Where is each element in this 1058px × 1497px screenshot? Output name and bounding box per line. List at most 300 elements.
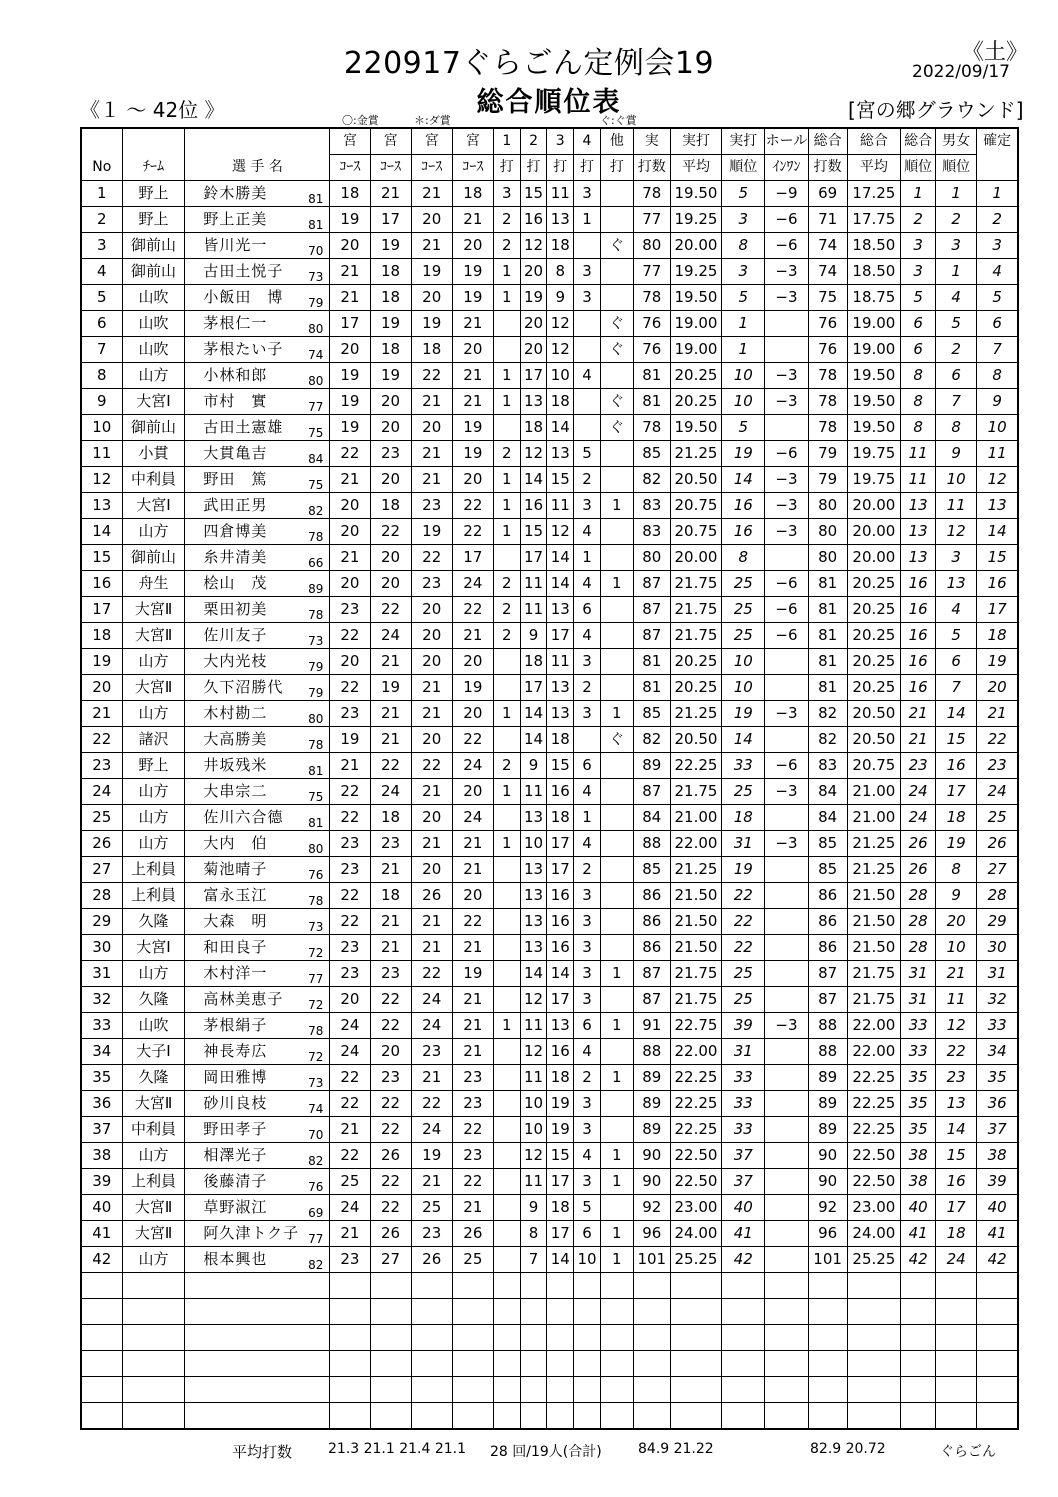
table-cell: 89	[633, 1091, 670, 1117]
table-cell	[600, 779, 633, 805]
table-cell: 22.00	[847, 1039, 900, 1065]
table-cell: 5	[722, 181, 765, 207]
empty-cell	[977, 1377, 1018, 1403]
player-name-text: 野田孝子	[203, 1120, 268, 1138]
table-cell: 20.25	[847, 597, 900, 623]
table-row	[81, 1013, 1018, 1039]
empty-cell	[808, 1299, 847, 1325]
table-cell: 22.25	[670, 1091, 721, 1117]
player-name-text: 大高勝美	[203, 730, 268, 748]
table-cell: 96	[808, 1221, 847, 1247]
table-cell: 10	[520, 1091, 547, 1117]
empty-cell	[808, 1351, 847, 1377]
rank-no: 15	[81, 545, 122, 571]
team: 中利員	[122, 467, 185, 493]
empty-cell	[936, 1273, 977, 1299]
empty-cell	[765, 1377, 808, 1403]
table-cell: 18	[330, 181, 370, 207]
table-cell: −6	[765, 441, 808, 467]
table-cell: 10	[547, 363, 574, 389]
table-cell: 8	[722, 233, 765, 259]
table-cell: 1	[493, 831, 520, 857]
empty-cell	[574, 1299, 601, 1325]
table-cell	[765, 727, 808, 753]
table-row	[81, 1091, 1018, 1117]
column-header: 打	[547, 155, 574, 181]
table-cell: 22	[452, 1117, 493, 1143]
empty-cell	[547, 1273, 574, 1299]
player-age: 77	[308, 400, 324, 414]
player-age: 81	[308, 816, 324, 830]
player-name-text: 井坂残米	[203, 756, 268, 774]
table-cell: 33	[901, 1039, 936, 1065]
table-cell: 11	[520, 1169, 547, 1195]
table-cell: 21	[901, 701, 936, 727]
table-cell: 90	[633, 1169, 670, 1195]
player-name-text: 神長寿広	[203, 1042, 268, 1060]
table-cell: 3	[493, 181, 520, 207]
empty-cell	[574, 1273, 601, 1299]
table-cell: 35	[901, 1065, 936, 1091]
table-cell: 42	[901, 1247, 936, 1273]
table-cell: 22	[722, 883, 765, 909]
table-cell: 88	[633, 831, 670, 857]
table-cell: 15	[936, 1143, 977, 1169]
table-cell: 11	[520, 597, 547, 623]
table-cell	[600, 181, 633, 207]
player-name-text: 後藤清子	[203, 1172, 268, 1190]
table-cell: 1	[574, 545, 601, 571]
table-cell: 12	[547, 311, 574, 337]
empty-row	[81, 1377, 1018, 1403]
table-cell	[765, 935, 808, 961]
table-cell: 14	[520, 701, 547, 727]
table-cell: 11	[547, 649, 574, 675]
player-age: 80	[308, 322, 324, 336]
player-name-text: 茅根絹子	[203, 1016, 268, 1034]
table-cell: 19	[722, 441, 765, 467]
table-cell: 24	[452, 571, 493, 597]
table-cell: 5	[977, 285, 1018, 311]
table-cell: 22.25	[670, 753, 721, 779]
empty-cell	[901, 1299, 936, 1325]
table-cell: 16	[901, 623, 936, 649]
table-cell: 19.50	[670, 181, 721, 207]
rank-no: 11	[81, 441, 122, 467]
team: 上利員	[122, 883, 185, 909]
table-cell: 22	[452, 1169, 493, 1195]
table-cell: 22	[370, 519, 411, 545]
player-name-text: 大内 伯	[203, 834, 268, 852]
table-cell	[574, 727, 601, 753]
table-cell: 20.00	[847, 493, 900, 519]
table-cell: 15	[547, 467, 574, 493]
table-cell: 9	[520, 1195, 547, 1221]
table-cell	[765, 545, 808, 571]
table-cell: 19	[547, 1117, 574, 1143]
table-cell: 21.25	[670, 701, 721, 727]
table-cell: 19	[722, 857, 765, 883]
column-header: 4	[574, 128, 601, 155]
table-cell: 21.50	[847, 935, 900, 961]
table-cell: 89	[808, 1117, 847, 1143]
table-cell: 1	[574, 805, 601, 831]
table-body	[81, 181, 1018, 1430]
table-cell: 83	[633, 519, 670, 545]
table-cell: 19	[370, 675, 411, 701]
table-cell: 15	[977, 545, 1018, 571]
table-cell: 22	[330, 1091, 370, 1117]
table-cell: 17	[370, 207, 411, 233]
table-row	[81, 1247, 1018, 1273]
table-cell: 20	[330, 649, 370, 675]
table-cell: 25	[330, 1169, 370, 1195]
table-cell: 36	[977, 1091, 1018, 1117]
table-cell: 23	[411, 1039, 452, 1065]
table-cell: 16	[547, 935, 574, 961]
table-cell: 18	[452, 181, 493, 207]
empty-cell	[600, 1325, 633, 1351]
table-row	[81, 493, 1018, 519]
empty-cell	[122, 1403, 185, 1430]
rank-no: 35	[81, 1065, 122, 1091]
rank-no: 14	[81, 519, 122, 545]
rank-no: 7	[81, 337, 122, 363]
player-name	[185, 1169, 330, 1195]
table-cell: 4	[574, 831, 601, 857]
table-cell: 12	[520, 441, 547, 467]
empty-cell	[574, 1377, 601, 1403]
table-cell: 3	[574, 259, 601, 285]
empty-cell	[600, 1299, 633, 1325]
player-name-text: 菊池晴子	[203, 860, 268, 878]
table-cell: −6	[765, 753, 808, 779]
table-cell: 27	[977, 857, 1018, 883]
table-cell: 21	[936, 961, 977, 987]
table-cell: 21	[452, 1195, 493, 1221]
table-cell: 21.75	[847, 961, 900, 987]
table-row	[81, 623, 1018, 649]
table-cell	[493, 987, 520, 1013]
table-cell: 82	[808, 727, 847, 753]
table-cell: 17	[547, 623, 574, 649]
header-row	[81, 155, 1018, 181]
table-cell: 14	[520, 961, 547, 987]
empty-row	[81, 1325, 1018, 1351]
table-cell: 23	[330, 1247, 370, 1273]
team: 久隆	[122, 987, 185, 1013]
table-cell: 20	[411, 623, 452, 649]
player-age: 80	[308, 374, 324, 388]
table-cell	[493, 961, 520, 987]
empty-cell	[493, 1299, 520, 1325]
table-cell: 18	[370, 259, 411, 285]
empty-cell	[547, 1299, 574, 1325]
table-cell: −9	[765, 181, 808, 207]
legend-diamond: ＊:ダ賞	[414, 114, 451, 127]
table-cell: 22	[370, 1091, 411, 1117]
player-name-text: 鈴木勝美	[203, 184, 268, 202]
footer-counts: 28 回/19人(合計)	[490, 1444, 602, 1460]
empty-cell	[330, 1325, 370, 1351]
table-cell: 5	[574, 1195, 601, 1221]
table-cell: 6	[901, 311, 936, 337]
table-cell: 3	[574, 1091, 601, 1117]
table-cell: 1	[493, 1013, 520, 1039]
table-cell: 74	[808, 259, 847, 285]
player-name	[185, 415, 330, 441]
table-cell: 25	[977, 805, 1018, 831]
player-age: 70	[308, 244, 324, 258]
table-cell: 22	[330, 1065, 370, 1091]
table-row	[81, 935, 1018, 961]
table-cell: 21	[411, 779, 452, 805]
player-name-text: 桧山 茂	[203, 574, 268, 592]
table-cell: 20.75	[670, 519, 721, 545]
table-cell: 19	[330, 363, 370, 389]
table-cell: 19.00	[847, 311, 900, 337]
table-cell: 6	[901, 337, 936, 363]
table-cell: 37	[977, 1117, 1018, 1143]
player-name	[185, 831, 330, 857]
table-cell: 21.25	[670, 441, 721, 467]
table-cell: 22	[452, 727, 493, 753]
player-name	[185, 779, 330, 805]
table-cell: 81	[808, 675, 847, 701]
player-age: 73	[308, 270, 324, 284]
table-row	[81, 467, 1018, 493]
table-cell: 101	[633, 1247, 670, 1273]
table-cell: 3	[574, 285, 601, 311]
table-cell: 4	[574, 363, 601, 389]
table-cell: 1	[600, 1065, 633, 1091]
table-cell	[600, 467, 633, 493]
table-cell: 86	[633, 909, 670, 935]
table-cell: 18	[520, 649, 547, 675]
team: 御前山	[122, 415, 185, 441]
table-cell: 20	[330, 987, 370, 1013]
empty-cell	[670, 1325, 721, 1351]
player-name	[185, 233, 330, 259]
player-name	[185, 1221, 330, 1247]
empty-cell	[847, 1325, 900, 1351]
empty-cell	[722, 1273, 765, 1299]
player-age: 78	[308, 530, 324, 544]
table-cell	[600, 441, 633, 467]
empty-cell	[370, 1325, 411, 1351]
player-age: 80	[308, 842, 324, 856]
table-cell: 24.00	[847, 1221, 900, 1247]
team: 山吹	[122, 1013, 185, 1039]
column-header: ｺｰｽ	[411, 155, 452, 181]
table-cell: 16	[547, 1039, 574, 1065]
table-cell: 27	[370, 1247, 411, 1273]
table-cell	[493, 727, 520, 753]
rank-no: 22	[81, 727, 122, 753]
table-cell: 21.00	[847, 779, 900, 805]
player-name-text: 武田正男	[203, 496, 268, 514]
table-cell: 10	[936, 467, 977, 493]
table-cell: 22	[452, 597, 493, 623]
table-cell: 13	[901, 519, 936, 545]
table-cell: 19	[330, 727, 370, 753]
table-cell: 2	[574, 467, 601, 493]
team: 山方	[122, 519, 185, 545]
table-cell: 13	[547, 701, 574, 727]
table-cell: 33	[901, 1013, 936, 1039]
empty-cell	[600, 1351, 633, 1377]
table-cell: 20.75	[670, 493, 721, 519]
empty-cell	[493, 1403, 520, 1430]
table-cell: 22	[452, 493, 493, 519]
empty-cell	[122, 1325, 185, 1351]
table-cell: 3	[574, 961, 601, 987]
table-cell: 35	[901, 1091, 936, 1117]
table-cell: 87	[808, 987, 847, 1013]
table-cell: 78	[633, 181, 670, 207]
table-cell: 84	[808, 805, 847, 831]
table-cell: 22	[370, 987, 411, 1013]
player-name-text: 和田良子	[203, 938, 268, 956]
table-cell: 81	[808, 571, 847, 597]
table-cell: −3	[765, 467, 808, 493]
table-cell: 17	[977, 597, 1018, 623]
table-cell: 15	[520, 181, 547, 207]
table-cell	[765, 1221, 808, 1247]
empty-cell	[808, 1325, 847, 1351]
table-cell: 85	[633, 441, 670, 467]
table-cell: 13	[547, 597, 574, 623]
column-header: 実打	[722, 128, 765, 155]
table-cell: 24	[936, 1247, 977, 1273]
table-cell: 21.00	[847, 805, 900, 831]
player-age: 82	[308, 1258, 324, 1272]
table-cell: 3	[901, 259, 936, 285]
column-header: 男女	[936, 128, 977, 155]
table-cell: 19.50	[847, 415, 900, 441]
team: 大宮Ⅰ	[122, 493, 185, 519]
table-cell	[493, 415, 520, 441]
table-cell: 40	[722, 1195, 765, 1221]
table-cell: 21	[330, 753, 370, 779]
table-cell: 23	[370, 1065, 411, 1091]
player-name-text: 久下沼勝代	[203, 678, 284, 696]
team: 山方	[122, 701, 185, 727]
table-cell: 16	[936, 753, 977, 779]
table-cell: 5	[936, 623, 977, 649]
day-of-week: 《土》	[962, 40, 1029, 65]
table-cell: 3	[901, 233, 936, 259]
empty-cell	[765, 1273, 808, 1299]
empty-row	[81, 1403, 1018, 1430]
table-cell: 14	[547, 545, 574, 571]
table-cell	[765, 1091, 808, 1117]
table-cell: 81	[633, 363, 670, 389]
table-cell: 85	[808, 857, 847, 883]
table-cell: 6	[574, 753, 601, 779]
table-cell: 86	[633, 883, 670, 909]
column-header: 宮	[370, 128, 411, 155]
table-cell: 15	[936, 727, 977, 753]
player-age: 84	[308, 452, 324, 466]
table-row	[81, 675, 1018, 701]
table-cell: 1	[493, 779, 520, 805]
table-cell: 20	[452, 337, 493, 363]
table-cell: 8	[977, 363, 1018, 389]
player-age: 81	[308, 764, 324, 778]
empty-cell	[493, 1273, 520, 1299]
table-cell: 76	[633, 311, 670, 337]
empty-cell	[936, 1325, 977, 1351]
empty-cell	[977, 1299, 1018, 1325]
table-cell: 32	[977, 987, 1018, 1013]
column-header: 総合	[847, 128, 900, 155]
player-age: 75	[308, 426, 324, 440]
table-row	[81, 1143, 1018, 1169]
rank-no: 5	[81, 285, 122, 311]
table-cell: 77	[633, 259, 670, 285]
table-cell: 15	[547, 753, 574, 779]
table-cell: 20.50	[670, 727, 721, 753]
rank-no: 21	[81, 701, 122, 727]
player-name	[185, 909, 330, 935]
table-cell	[493, 805, 520, 831]
table-cell: 38	[901, 1169, 936, 1195]
table-cell: 20	[411, 415, 452, 441]
table-cell: 21.75	[670, 987, 721, 1013]
table-cell: 22.25	[847, 1117, 900, 1143]
table-cell: 22	[330, 675, 370, 701]
table-cell: 1	[493, 493, 520, 519]
footer-label: 平均打数	[232, 1443, 293, 1461]
table-cell: 24	[330, 1013, 370, 1039]
ranking-table	[80, 127, 1019, 1430]
table-cell: 18.75	[847, 285, 900, 311]
table-cell: 25	[722, 987, 765, 1013]
footer-total-avg: 82.9 20.72	[810, 1441, 886, 1457]
table-cell: 4	[574, 519, 601, 545]
table-cell: 11	[520, 779, 547, 805]
table-row	[81, 987, 1018, 1013]
table-cell: 8	[936, 857, 977, 883]
player-name-text: 阿久津トク子	[203, 1224, 300, 1242]
table-cell: 22	[411, 545, 452, 571]
empty-cell	[493, 1351, 520, 1377]
table-cell: 24	[901, 779, 936, 805]
table-cell: 19.25	[670, 207, 721, 233]
rank-no: 6	[81, 311, 122, 337]
column-header: 総合	[808, 128, 847, 155]
table-cell: 17	[547, 831, 574, 857]
table-cell: 16	[722, 519, 765, 545]
empty-cell	[670, 1403, 721, 1430]
table-cell: 18	[370, 883, 411, 909]
table-cell: 22.00	[847, 1013, 900, 1039]
table-cell: 86	[633, 935, 670, 961]
table-cell: 81	[808, 623, 847, 649]
table-cell: 21.00	[670, 805, 721, 831]
table-cell: 20	[936, 909, 977, 935]
table-row	[81, 597, 1018, 623]
player-name-text: 古田土憲雄	[203, 418, 284, 436]
table-cell	[493, 883, 520, 909]
table-cell	[600, 545, 633, 571]
team: 野上	[122, 181, 185, 207]
table-row	[81, 389, 1018, 415]
table-cell: 2	[493, 623, 520, 649]
table-cell: 24	[330, 1039, 370, 1065]
table-cell: 74	[808, 233, 847, 259]
